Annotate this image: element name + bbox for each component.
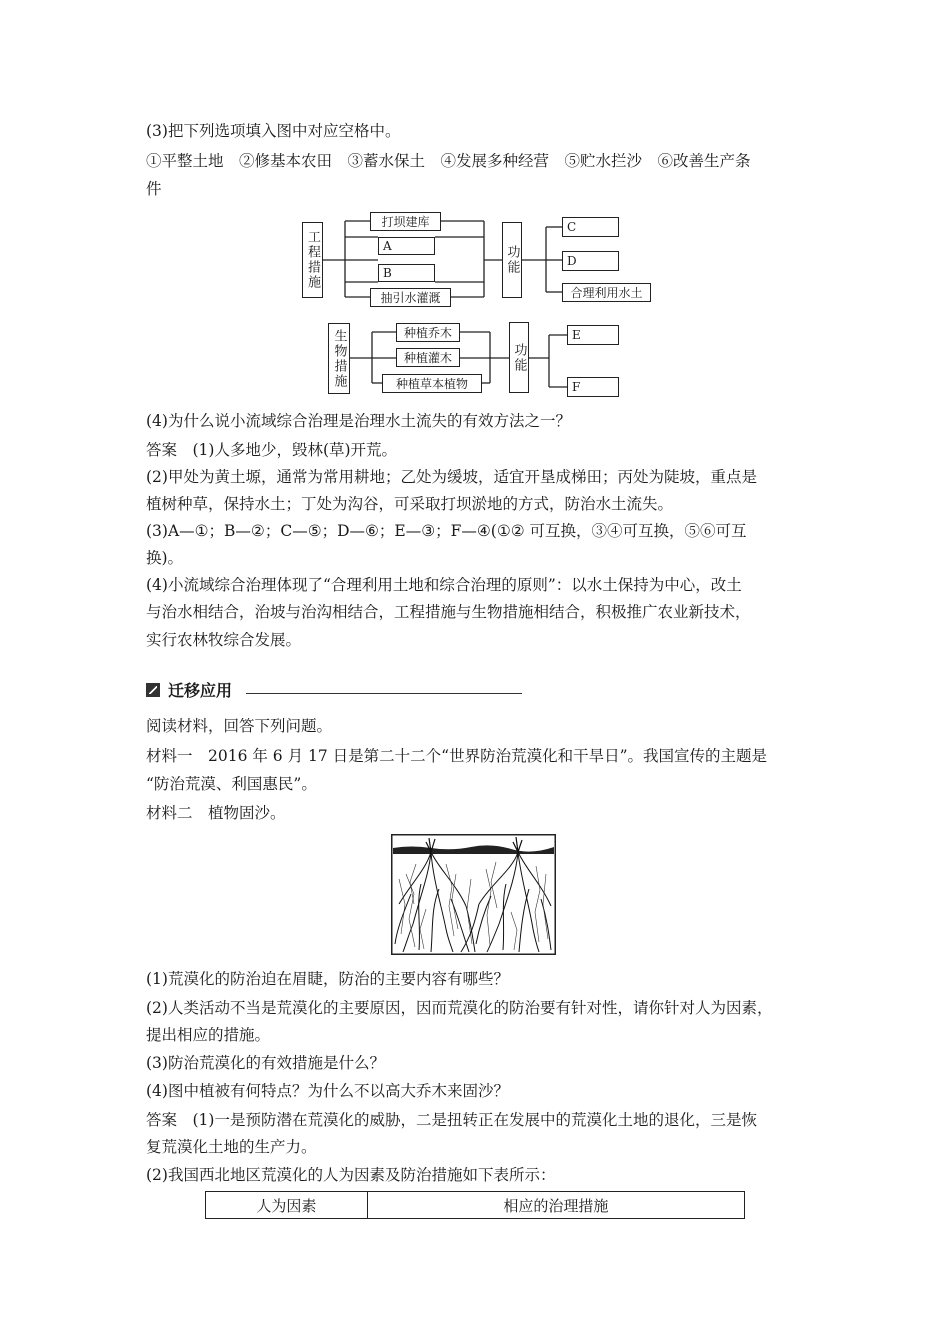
table-header-human-factor: 人为因素: [206, 1192, 368, 1219]
question-2-line1: (2)人类活动不当是荒漠化的主要原因，因而荒漠化的防治要有针对性，请你针对人为因素，: [146, 999, 773, 1017]
engineering-category-box: 工程措施: [302, 222, 323, 298]
question-2-line2: 提出相应的措施。: [146, 1026, 271, 1044]
table-header-row: [206, 1192, 745, 1219]
engineering-item-b: B: [378, 264, 435, 282]
answer2-1-line1: 答案 (1)一是预防潜在荒漠化的威胁，二是扭转正在发展中的荒漠化土地的退化，三是恢: [146, 1111, 757, 1129]
biological-item-shrubs: 种植灌木: [396, 348, 460, 367]
answer-2-line1: (2)甲处为黄土塬，通常为常用耕地；乙处为缓坡，适宜开垦成梯田；丙处为陡坡，重点是: [146, 468, 757, 486]
engineering-item-irrigation: 抽引水灌溉: [370, 288, 451, 307]
engineering-output-d: D: [562, 251, 619, 271]
section-marker-icon: [146, 683, 160, 697]
biological-item-herbs: 种植草本植物: [382, 374, 482, 393]
measures-table: [205, 1191, 745, 1219]
engineering-item-a: A: [378, 237, 435, 255]
biological-category-box: 生物措施: [328, 323, 350, 394]
question-1: (1)荒漠化的防治迫在眉睫，防治的主要内容有哪些？: [146, 970, 509, 988]
answer-4-line1: (4)小流域综合治理体现了“合理利用土地和综合治理的原则”：以水土保持为中心，改土: [146, 576, 742, 594]
q3-options-cont: 件: [146, 180, 162, 198]
answer2-1-line2: 复荒漠化土地的生产力。: [146, 1138, 317, 1156]
engineering-function-box: 功能: [502, 222, 522, 298]
biological-output-e: E: [567, 325, 619, 345]
biological-item-trees: 种植乔木: [396, 323, 460, 342]
q4-text: (4)为什么说小流域综合治理是治理水土流失的有效方法之一？: [146, 412, 571, 430]
answer-2-line2: 植树种草，保持水土；丁处为沟谷，可采取打坝淤地的方式，防治水土流失。: [146, 495, 674, 513]
material-2: 材料二 植物固沙。: [146, 804, 286, 822]
answer-4-line2: 与治水相结合，治坡与治沟相结合，工程措施与生物措施相结合，积极推广农业新技术，: [146, 603, 751, 621]
material-1-line2: “防治荒漠、利国惠民”。: [146, 775, 317, 793]
plant-roots-illustration: [391, 834, 556, 955]
answer2-2: (2)我国西北地区荒漠化的人为因素及防治措施如下表所示：: [146, 1166, 556, 1184]
answer-3-line1: (3)A—①；B—②；C—⑤；D—⑥；E—③；F—④(①② 可互换，③④可互换，⑤⑥可互: [146, 522, 747, 540]
answer-3-line2: 换)。: [146, 549, 184, 567]
question-4: (4)图中植被有何特点？为什么不以高大乔木来固沙？: [146, 1082, 509, 1100]
question-3: (3)防治荒漠化的有效措施是什么？: [146, 1054, 385, 1072]
material-1-line1: 材料一 2016 年 6 月 17 日是第二十二个“世界防治荒漠化和干旱日”。我国宣传的主题是: [146, 747, 768, 765]
biological-function-box: 功能: [509, 322, 529, 393]
section-title: 迁移应用: [168, 681, 233, 700]
table-header-measures: 相应的治理措施: [367, 1192, 744, 1219]
engineering-item-dam: 打坝建库: [370, 212, 441, 231]
reading-intro: 阅读材料，回答下列问题。: [146, 717, 333, 735]
biological-output-f: F: [567, 377, 619, 397]
answer-4-line3: 实行农林牧综合发展。: [146, 631, 302, 649]
answer-1: 答案 (1)人多地少，毁林(草)开荒。: [146, 441, 398, 459]
section-divider: [246, 693, 522, 694]
q3-line1: (3)把下列选项填入图中对应空格中。: [146, 122, 401, 140]
engineering-output-c: C: [562, 217, 619, 237]
engineering-output-water-soil: 合理利用水土: [562, 283, 651, 302]
q3-options: ①平整土地 ②修基本农田 ③蓄水保土 ④发展多种经营 ⑤贮水拦沙 ⑥改善生产条: [146, 152, 751, 170]
section-header: [146, 678, 232, 701]
